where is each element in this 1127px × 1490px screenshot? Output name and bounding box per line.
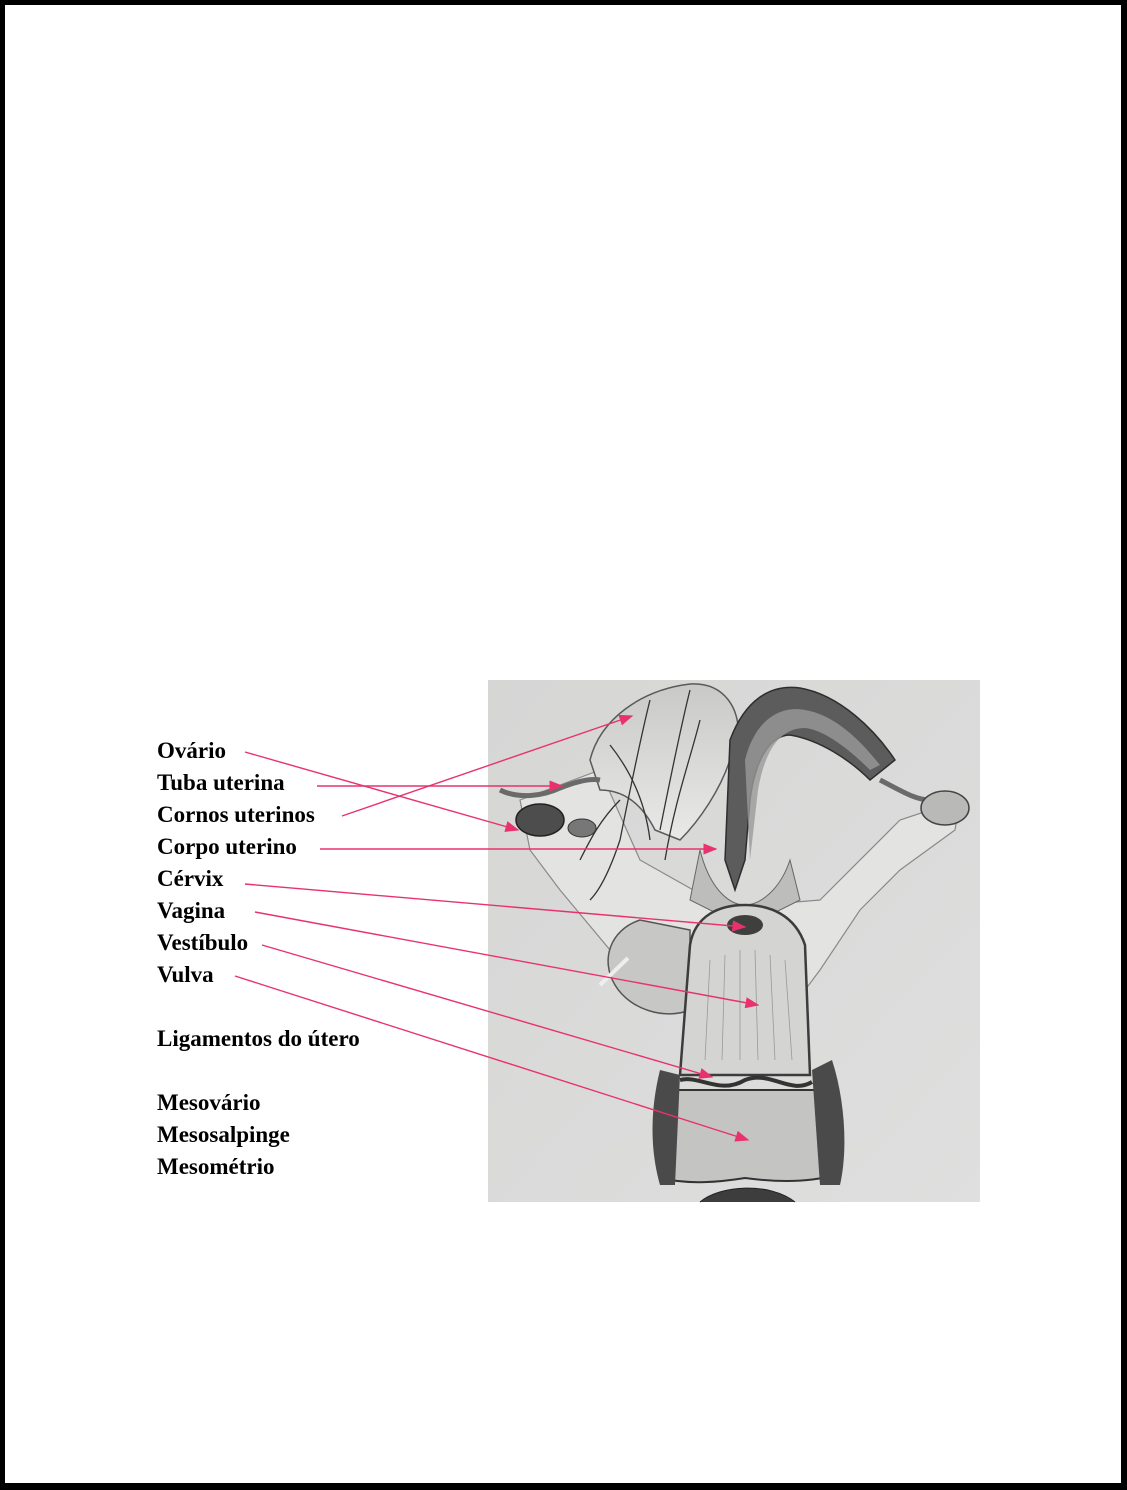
cervix-os [727,915,763,935]
label-mesovario: Mesovário [157,1090,261,1115]
right-ovary [921,791,969,825]
left-ovary [516,804,564,836]
label-vulva: Vulva [157,962,214,987]
vestibule [660,1090,835,1182]
left-ovary-follicle [568,819,596,837]
label-ovario: Ovário [157,738,226,763]
label-corpo-uterino: Corpo uterino [157,834,297,859]
label-mesosalpinge: Mesosalpinge [157,1122,290,1147]
label-vagina: Vagina [157,898,226,923]
label-cervix: Cérvix [157,866,224,891]
label-tuba-uterina: Tuba uterina [157,770,285,795]
label-ligamentos-do-utero: Ligamentos do útero [157,1026,360,1051]
label-cornos-uterinos: Cornos uterinos [157,802,315,827]
label-vestibulo: Vestíbulo [157,930,249,955]
label-mesometrio: Mesométrio [157,1154,275,1179]
